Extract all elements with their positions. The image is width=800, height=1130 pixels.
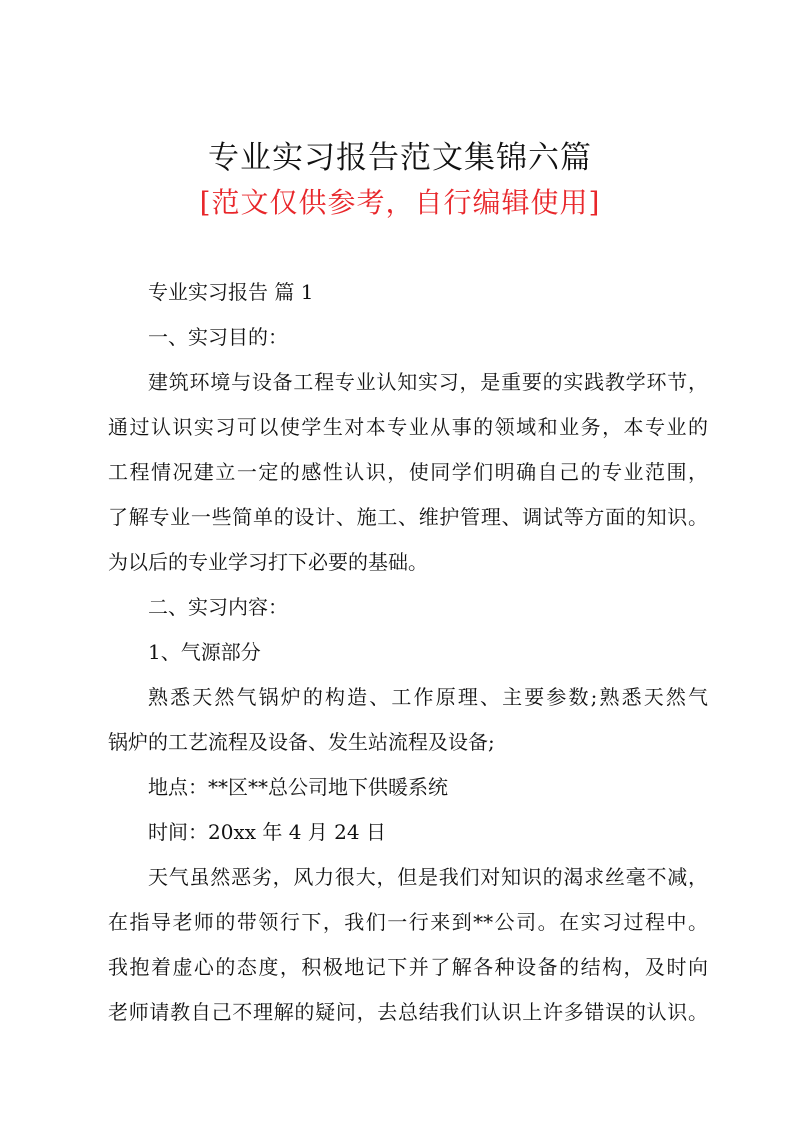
document-title: 专业实习报告范文集锦六篇 (208, 140, 592, 176)
paragraph-line: 天气虽然恶劣，风力很大，但是我们对知识的渴求丝毫不减， (148, 865, 708, 889)
paragraph-line: 建筑环境与设备工程专业认知实习，是重要的实践教学环节， (148, 370, 708, 394)
paragraph-line: 老师请教自己不理解的疑问，去总结我们认识上许多错误的认识。 (108, 1000, 708, 1024)
paragraph-line: 我抱着虚心的态度，积极地记下并了解各种设备的结构，及时向 (108, 955, 708, 979)
paragraph-line: 通过认识实习可以使学生对本专业从事的领域和业务，本专业的 (108, 415, 708, 439)
paragraph-line: 了解专业一些简单的设计、施工、维护管理、调试等方面的知识。 (108, 505, 708, 529)
section-heading: 专业实习报告 篇 1 (148, 280, 314, 304)
paragraph-line: 工程情况建立一定的感性认识，使同学们明确自己的专业范围， (108, 460, 708, 484)
document-subtitle: [范文仅供参考，自行编辑使用] (199, 186, 601, 219)
paragraph-line: 锅炉的工艺流程及设备、发生站流程及设备; (108, 730, 495, 754)
gas-heading: 1、气源部分 (148, 640, 261, 664)
time-line: 时间：20xx 年 4 月 24 日 (148, 820, 386, 844)
paragraph-line: 为以后的专业学习打下必要的基础。 (108, 550, 428, 574)
paragraph-line: 在指导老师的带领行下，我们一行来到**公司。在实习过程中。 (108, 910, 708, 934)
purpose-heading: 一、实习目的： (148, 325, 288, 349)
paragraph-line: 熟悉天然气锅炉的构造、工作原理、主要参数;熟悉天然气 (148, 685, 708, 709)
location-line: 地点：**区**总公司地下供暖系统 (148, 775, 448, 799)
document-body (108, 270, 708, 1035)
content-heading: 二、实习内容： (148, 595, 288, 619)
